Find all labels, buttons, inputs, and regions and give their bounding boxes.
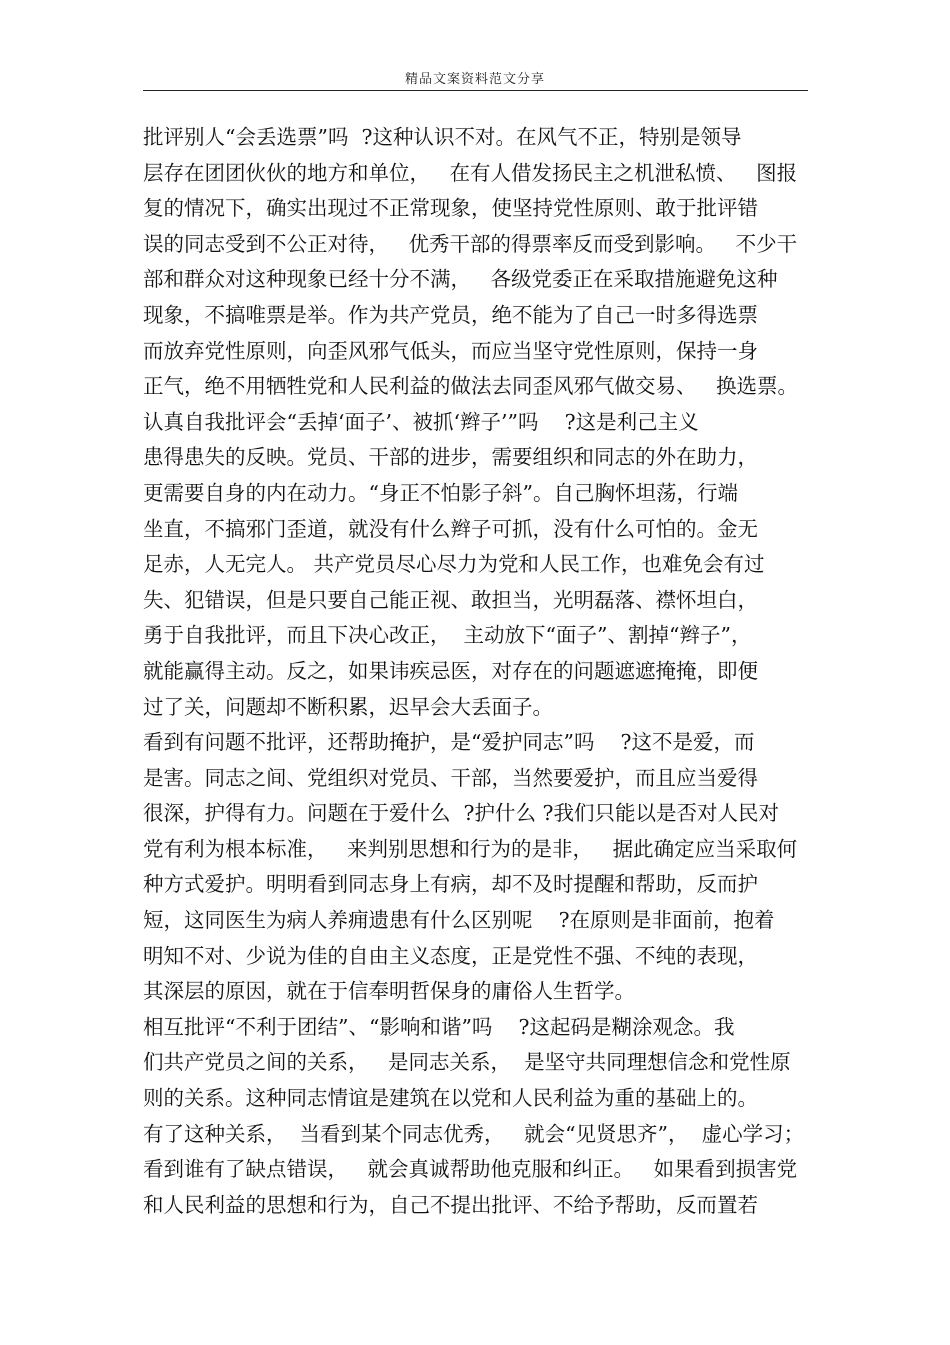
text-line: 坐直，不搞邪门歪道，就没有什么辫子可抓，没有什么可怕的。金无: [143, 516, 758, 541]
text-line: 和人民利益的思想和行为，自己不提出批评、不给予帮助，反而置若: [143, 1192, 758, 1217]
text-line: 看到谁有了缺点错误， 就会真诚帮助他克服和纠正。 如果看到损害党: [143, 1157, 798, 1182]
text-line: 们共产党员之间的关系， 是同志关系， 是坚守共同理想信念和党性原: [143, 1050, 791, 1075]
text-line: 患得患失的反映。党员、干部的进步，需要组织和同志的外在助力，: [143, 445, 758, 470]
text-line: 现象，不搞唯票是举。作为共产党员，绝不能为了自己一时多得选票: [143, 302, 758, 327]
text-line: 党有利为根本标准， 来判别思想和行为的是非， 据此确定应当采取何: [143, 836, 798, 861]
text-line: 部和群众对这种现象已经十分不满， 各级党委正在采取措施避免这种: [143, 267, 778, 292]
text-line: 批评别人“会丢选票”吗 ?这种认识不对。在风气不正，特别是领导: [143, 125, 742, 149]
text-line: 勇于自我批评，而且下决心改正， 主动放下“面子”、割掉“辫子”，: [143, 623, 752, 648]
text-line: 而放弃党性原则，向歪风邪气低头，而应当坚守党性原则，保持一身: [143, 338, 758, 363]
text-line: 明知不对、少说为佳的自由主义态度，正是党性不强、不纯的表现，: [143, 943, 758, 968]
text-line: 复的情况下，确实出现过不正常现象，使坚持党性原则、敢于批评错: [143, 196, 758, 221]
text-line: 误的同志受到不公正对待， 优秀干部的得票率反而受到影响。 不少干: [143, 231, 798, 256]
text-line: 过了关，问题却不断积累，迟早会大丢面子。: [143, 694, 553, 719]
text-line: 就能赢得主动。反之，如果讳疾忌医，对存在的问题遮遮掩掩，即便: [143, 658, 758, 683]
document-body: [143, 120, 813, 1223]
text-line: 层存在团团伙伙的地方和单位， 在有人借发扬民主之机泄私愤、 图报: [143, 160, 798, 185]
page-header: 精品文案资料范文分享: [404, 72, 545, 87]
text-line: 足赤，人无完人。 共产党员尽心尽力为党和人民工作，也难免会有过: [143, 552, 765, 577]
text-line: 失、犯错误，但是只要自己能正视、敢担当，光明磊落、襟怀坦白，: [143, 587, 758, 612]
text-line: 看到有问题不批评，还帮助掩护，是“爱护同志”吗 ?这不是爱，而: [143, 730, 755, 755]
text-line: 短，这同医生为病人养痈遗患有什么区别呢 ?在原则是非面前，抱着: [143, 908, 775, 933]
text-line: 有了这种关系， 当看到某个同志优秀， 就会“见贤思齐”， 虚心学习；: [143, 1121, 805, 1146]
text-line: 认真自我批评会“丢掉‘面子’、被抓‘辫子’”吗 ?这是利己主义: [143, 409, 699, 434]
text-line: 是害。同志之间、党组织对党员、干部，当然要爱护，而且应当爱得: [143, 765, 758, 790]
text-line: 正气，绝不用牺牲党和人民利益的做法去同歪风邪气做交易、 换选票。: [143, 374, 799, 399]
text-line: 其深层的原因，就在于信奉明哲保身的庸俗人生哲学。: [143, 979, 635, 1004]
header-divider: [143, 90, 808, 91]
text-line: 很深，护得有力。问题在于爱什么 ?护什么 ?我们只能以是否对人民对: [143, 801, 780, 826]
text-line: 相互批评“不利于团结”、“影响和谐”吗 ?这起码是糊涂观念。我: [143, 1014, 735, 1039]
text-line: 更需要自身的内在动力。“身正不怕影子斜”。自己胸怀坦荡，行端: [143, 480, 738, 505]
text-line: 则的关系。这种同志情谊是建筑在以党和人民利益为重的基础上的。: [143, 1086, 758, 1111]
text-line: 种方式爱护。明明看到同志身上有病，却不及时提醒和帮助，反而护: [143, 872, 758, 897]
